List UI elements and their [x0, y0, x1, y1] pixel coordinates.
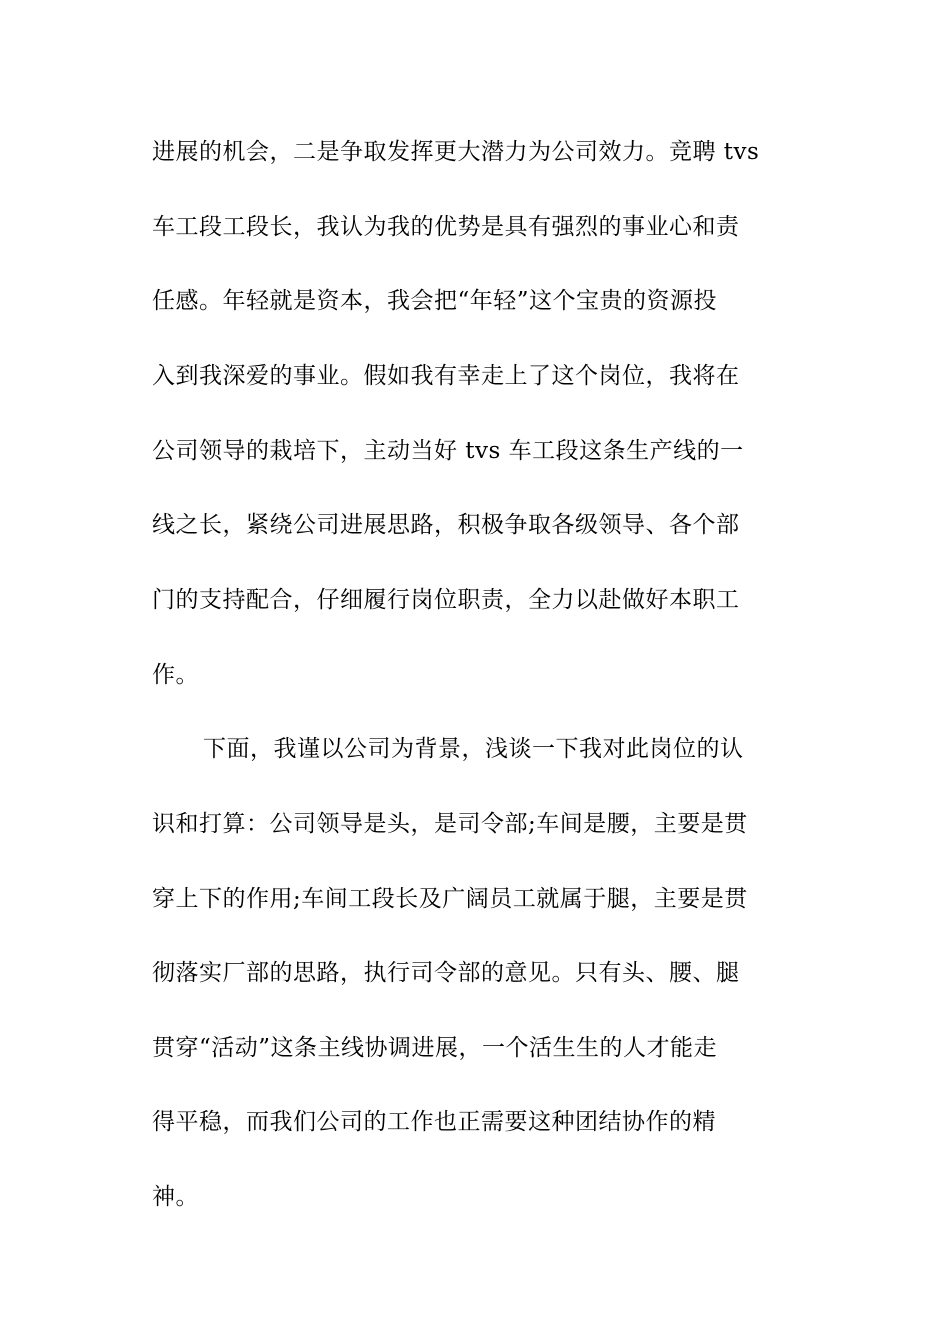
text-line: 入到我深爱的事业。假如我有幸走上了这个岗位，我将在: [152, 363, 740, 389]
text-line: 任感。年轻就是资本，我会把“年轻”这个宝贵的资源投: [152, 288, 718, 314]
text-line: 进展的机会，二是争取发挥更大潜力为公司效力。竞聘 tvs: [152, 139, 760, 165]
text-line: 门的支持配合，仔细履行岗位职责，全力以赴做好本职工: [152, 587, 740, 613]
paragraph-first-line: 下面，我谨以公司为背景，浅谈一下我对此岗位的认: [203, 736, 744, 762]
text-line: 穿上下的作用;车间工段长及广阔员工就属于腿，主要是贯: [152, 886, 748, 912]
text-line: 线之长，紧绕公司进展思路，积极争取各级领导、各个部: [152, 512, 740, 538]
text-line: 神。: [152, 1184, 199, 1210]
text-line: 得平稳，而我们公司的工作也正需要这种团结协作的精: [152, 1109, 716, 1135]
text-line: 识和打算：公司领导是头，是司令部;车间是腰，主要是贯: [152, 811, 748, 837]
text-line: 车工段工段长，我认为我的优势是具有强烈的事业心和责: [152, 214, 740, 240]
text-line: 贯穿“活动”这条主线协调进展，一个活生生的人才能走: [152, 1035, 718, 1061]
text-line: 公司领导的栽培下，主动当好 tvs 车工段这条生产线的一: [152, 438, 744, 464]
text-line: 作。: [152, 662, 199, 688]
text-line: 彻落实厂部的思路，执行司令部的意见。只有头、腰、腿: [152, 960, 740, 986]
